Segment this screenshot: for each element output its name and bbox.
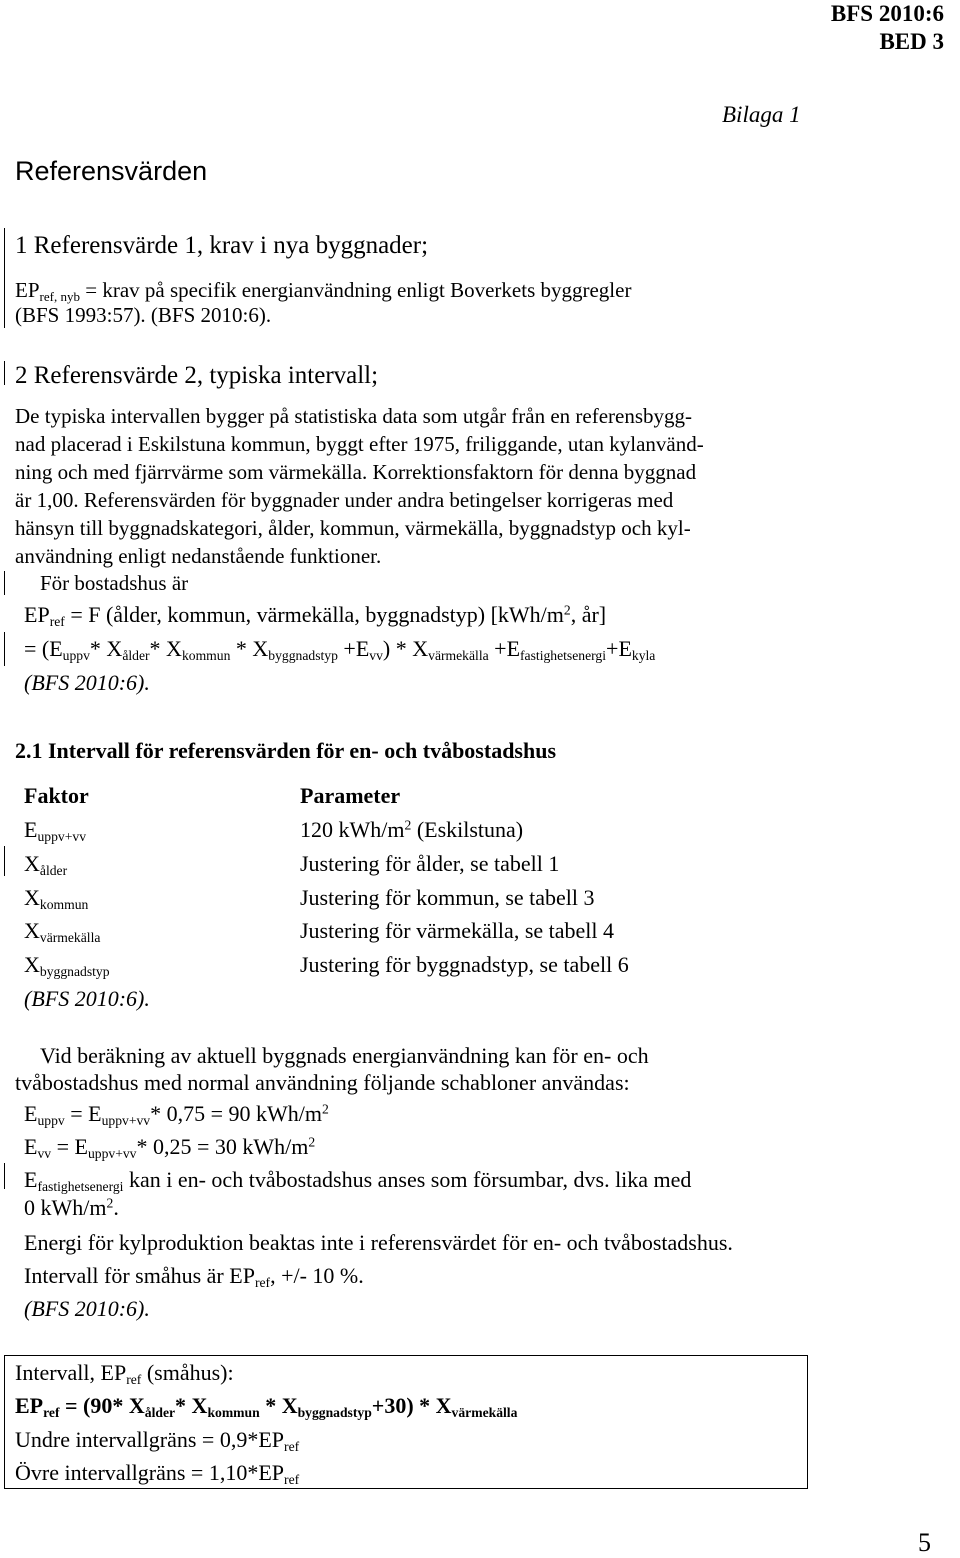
formula-epref: $EP_{ref} = F$ (ålder, kommun, värmekälla, byggnadstyp) [$kWh/m^2$, år] [24,602,607,630]
factor-row-parameter: Justering för värmekälla, se tabell 4 [300,918,615,943]
change-bar [4,571,5,595]
section-2-heading: 2 Referensvärde 2, typiska intervall; [15,362,379,389]
equation-e-vv: $E_{vv} = E_{uppv+vv}*$ 0,25 = 30 kWh/$m^2$ [24,1134,316,1162]
appendix-label: Bilaga 1 [722,102,801,127]
change-bar [4,846,5,876]
factor-row-parameter: Justering för byggnadstyp, se tabell 6 [300,952,629,977]
section-2-para-line: De typiska intervallen bygger på statistiska data som utgår från en referensbygg- [15,404,693,428]
box-lower-limit: Undre intervallgräns = $0,9*EP_{ref}$ [15,1427,300,1455]
section-2-1-heading: 2.1 Intervall för referensvärden för en- och tvåbostadshus [15,738,557,763]
formula-expansion: = ($E_{uppv}*$ $X_{ålder}*$ $X_{kommun} * X_{byggnadstyp} +E_{vv}) * X_{värmekälla} +E_{fastighetsenergi}+E_{kyla}$ [24,636,656,664]
bfs-reference: (BFS 2010:6). [24,1296,150,1321]
column-header-factor: Faktor [24,783,89,808]
schablon-intro-line: tvåbostadshus med normal användning följande schabloner användas: [15,1070,630,1095]
schablon-intro-line: Vid beräkning av aktuell byggnads energianvändning kan för en- och [40,1043,649,1068]
section-2-para-line: användning enligt nedanstående funktioner. [15,544,382,568]
page-title: Referensvärden [15,156,208,186]
section-2-para-line: ning och med fjärrvärme som värmekälla. Korrektionsfaktorn för denna byggnad [15,460,697,484]
document-subcode: BED 3 [879,29,944,54]
box-formula: $EP_{ref} = (90*$ $X_{ålder}*$ $X_{kommun} * X_{byggnadstyp}+30) * X_{värmekälla}$ [15,1393,518,1421]
section-2-para-line: är 1,00. Referensvärden för byggnader under andra betingelser korrigeras med [15,488,674,512]
factor-row-label: $X_{värmekälla}$ [24,918,101,946]
kylproduktion-note: Energi för kylproduktion beaktas inte i referensvärdet för en- och tvåbostadshus. [24,1230,733,1255]
change-bar [4,228,5,328]
equation-e-fastighetsenergi: $E_{fastighetsenergi}$ kan i en- och tvåbostadshus anses som försumbar, dvs. lika med [24,1167,692,1195]
interval-note: Intervall för småhus är $EP_{ref}$, +/- 10 %. [24,1263,364,1291]
section-1-heading: 1 Referensvärde 1, krav i nya byggnader; [15,232,429,259]
change-bar [4,632,5,666]
factor-row-parameter: Justering för kommun, se tabell 3 [300,885,595,910]
factor-row-parameter: Justering för ålder, se tabell 1 [300,851,560,876]
bfs-reference: (BFS 2010:6). [24,670,150,695]
equation-e-fastighetsenergi-cont: 0 kWh/$m^2$. [24,1195,119,1220]
factor-row-label: $E_{uppv+vv}$ [24,817,87,845]
box-upper-limit: Övre intervallgräns = $1,10*EP_{ref}$ [15,1460,300,1488]
page-number: 5 [918,1528,931,1557]
section-1-line-1: $EP_{ref, nyb}$ = krav på specifik energianvändning enligt Boverkets byggregler [15,278,632,304]
bfs-reference: (BFS 2010:6). [24,986,150,1011]
bostadshus-line: För bostadshus är [40,571,189,595]
change-bar [4,1163,5,1189]
factor-row-label: $X_{ålder}$ [24,851,68,879]
factor-row-label: $X_{byggnadstyp}$ [24,952,110,980]
section-2-para-line: hänsyn till byggnadskategori, ålder, kommun, värmekälla, byggnadstyp och kyl- [15,516,691,540]
factor-row-label: $X_{kommun}$ [24,885,89,913]
equation-e-uppv: $E_{uppv} = E_{uppv+vv}*$ 0,75 = 90 kWh/$m^2$ [24,1101,329,1129]
section-1-line-2: (BFS 1993:57). (BFS 2010:6). [15,303,272,327]
box-title: Intervall, $EP_{ref}$ (småhus): [15,1360,234,1388]
factor-row-parameter: 120 kWh/$m^2$ (Eskilstuna) [300,817,524,842]
document-code: BFS 2010:6 [830,1,944,26]
change-bar [4,361,5,385]
column-header-parameter: Parameter [300,783,401,808]
section-2-para-line: nad placerad i Eskilstuna kommun, byggt efter 1975, friliggande, utan kylanvänd- [15,432,704,456]
